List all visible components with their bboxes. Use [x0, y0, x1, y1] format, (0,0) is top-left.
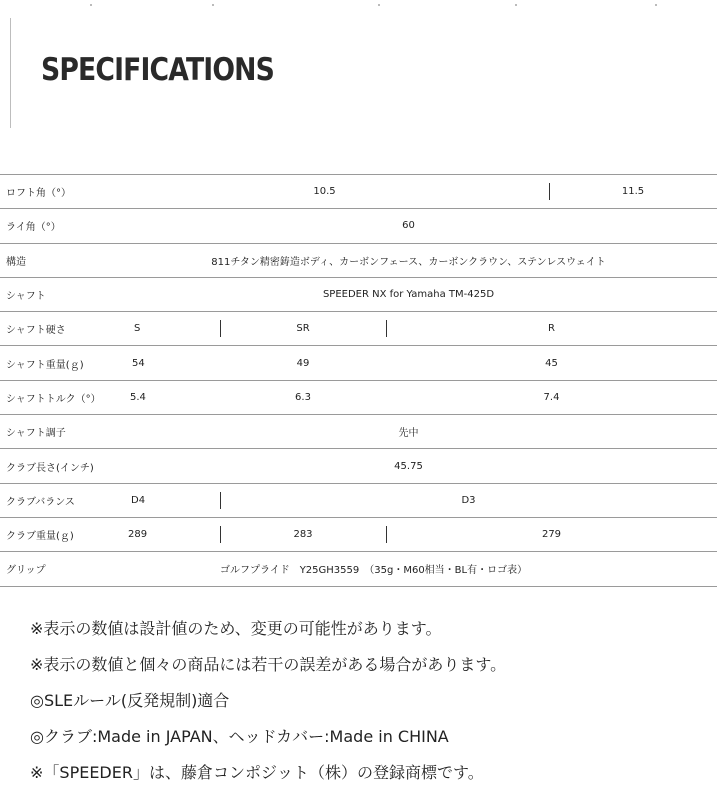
- spec-row-swing-weight: [0, 483, 717, 517]
- spec-row-shaft: [0, 277, 717, 311]
- notes-section: [30, 615, 506, 795]
- spec-label: シャフトトルク（°）: [6, 393, 101, 405]
- spec-row-shaft-weight: [0, 346, 717, 380]
- spec-value: 49: [296, 357, 310, 369]
- spec-value: 60: [402, 220, 415, 232]
- top-tick-marks: [0, 0, 720, 6]
- spec-row-loft: [0, 175, 717, 209]
- spec-value: 283: [220, 517, 386, 551]
- note-text: ※表示の数値と個々の商品には若干の誤差がある場合があります。: [30, 655, 507, 674]
- spec-row-club-weight: [0, 517, 717, 551]
- spec-value: R: [386, 312, 717, 346]
- page-title: SPECIFICATIONS: [41, 52, 274, 88]
- spec-row-club-length: [0, 449, 717, 483]
- spec-value: 10.5: [313, 186, 336, 198]
- spec-value: SPEEDER NX for Yamaha TM-425D: [322, 289, 495, 301]
- spec-value: 45.75: [394, 460, 423, 472]
- spec-label: クラブ長さ(インチ): [6, 462, 94, 474]
- note-text: ※表示の数値は設計値のため、変更の可能性があります。: [30, 619, 442, 638]
- spec-value: 54: [132, 357, 145, 369]
- spec-row-kick-point: [0, 415, 717, 449]
- spec-label: 構造: [6, 256, 26, 268]
- note-text: ◎クラブ:Made in JAPAN、ヘッドカバー:Made in CHINA: [30, 727, 449, 746]
- spec-row-shaft-torque: [0, 380, 717, 414]
- note-text: ◎SLEルール(反発規制)適合: [30, 691, 230, 710]
- note-text: ※「SPEEDER」は、藤倉コンポジット（株）の登録商標です。: [30, 763, 484, 782]
- spec-label: シャフト: [6, 291, 46, 303]
- spec-value: 6.3: [295, 391, 311, 403]
- title-accent-bar: [10, 18, 11, 128]
- spec-label: ロフト角（°）: [6, 188, 71, 200]
- spec-value: S: [134, 323, 141, 335]
- spec-value: D4: [131, 494, 146, 506]
- spec-value: 279: [386, 517, 717, 551]
- spec-label: シャフト調子: [6, 428, 66, 440]
- spec-value: 5.4: [130, 391, 146, 403]
- spec-label: シャフト重量(ｇ): [6, 359, 84, 371]
- spec-row-structure: [0, 243, 717, 277]
- spec-value: SR: [220, 312, 386, 346]
- spec-value: 7.4: [543, 391, 560, 403]
- spec-label: クラブバランス: [6, 496, 75, 508]
- spec-label: ライ角（°）: [6, 222, 61, 234]
- spec-value: 45: [545, 357, 558, 369]
- spec-row-shaft-flex: [0, 312, 717, 346]
- spec-value: D3: [220, 483, 717, 517]
- spec-value: 811チタン精密鋳造ボディ、カーボンフェース、カーボンクラウン、ステンレスウェイト: [211, 256, 606, 268]
- spec-row-grip: [0, 552, 717, 586]
- spec-value: 先中: [398, 428, 419, 440]
- spec-label: クラブ重量(ｇ): [6, 531, 74, 543]
- spec-value: 289: [128, 529, 148, 541]
- spec-row-lie: [0, 209, 717, 243]
- spec-label: シャフト硬さ: [6, 325, 66, 337]
- spec-table: [0, 174, 717, 587]
- spec-value: 11.5: [549, 175, 717, 209]
- spec-value: ゴルフプライド Y25GH3559 （35g・M60相当・BL有・ロゴ表）: [220, 565, 528, 577]
- spec-label: グリップ: [6, 565, 46, 577]
